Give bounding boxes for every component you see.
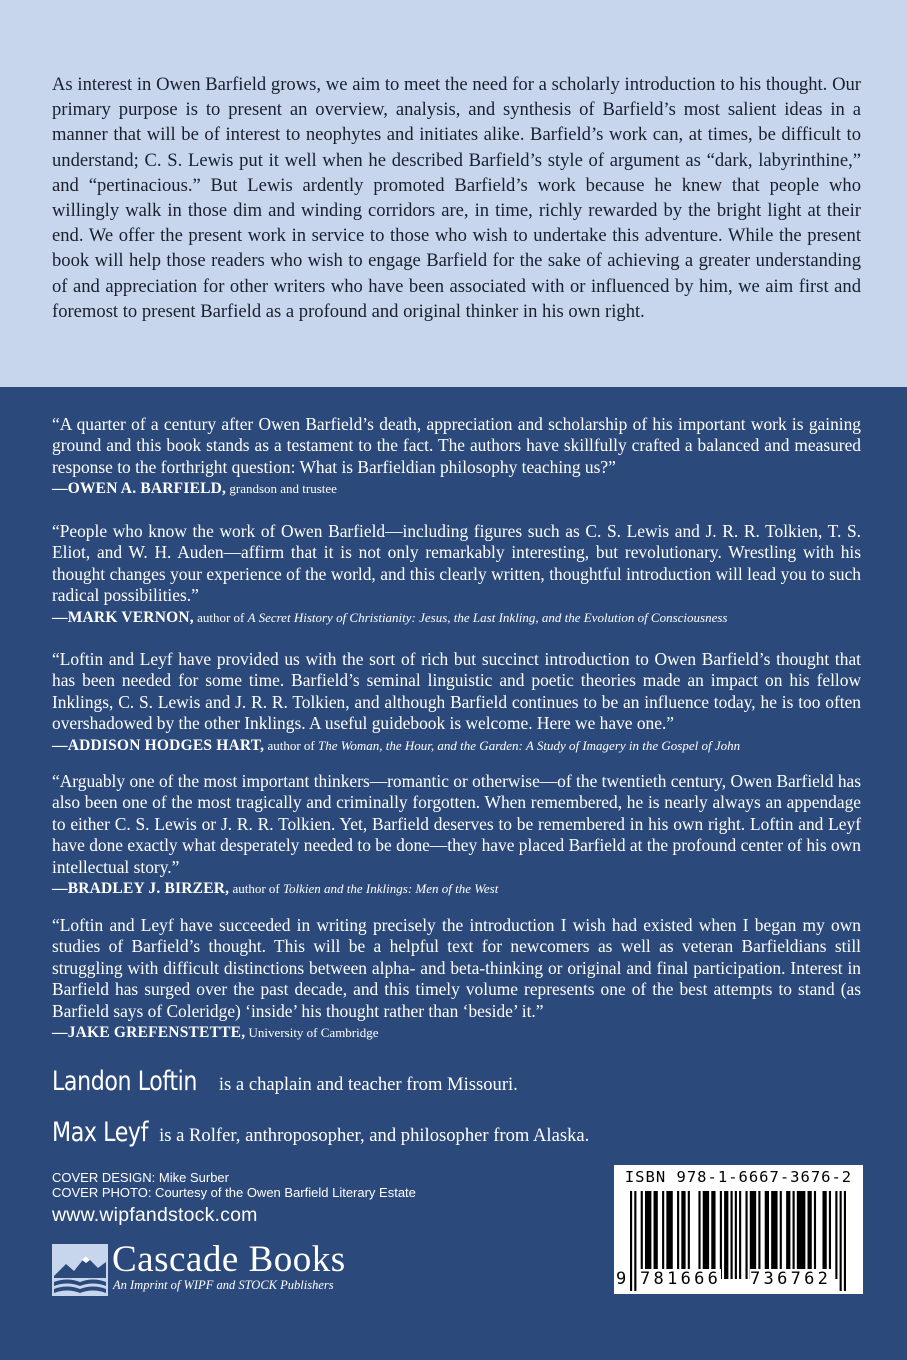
barcode-bar [814,1191,816,1279]
author-description: is a chaplain and teacher from Missouri. [218,1074,518,1095]
endorsement [52,771,861,899]
endorsement-attribution [52,608,861,628]
barcode-bar [829,1191,831,1279]
author-name: Max Leyf [52,1117,149,1148]
publisher-website[interactable]: www.wipfandstock.com [52,1204,258,1226]
author-bio [52,1117,589,1148]
cover-photo-credit: COVER PHOTO: Courtesy of the Owen Barfield Literary Estate [52,1184,416,1200]
barcode-bar [797,1191,806,1279]
endorser-name: —OWEN A. BARFIELD, [52,480,227,498]
publisher-name: Cascade Books [112,1239,346,1280]
barcode-bar [750,1191,756,1279]
barcode-bar [765,1191,769,1279]
endorser-work: The Woman, the Hour, and the Garden: A Study of Imagery in the Gospel of John [318,737,741,753]
barcode-bar [739,1191,741,1279]
barcode-bar [703,1191,709,1279]
isbn-barcode [614,1165,863,1294]
endorsement [52,649,861,756]
barcode-bar [780,1191,782,1279]
barcode-bar [720,1191,722,1279]
barcode-bar [681,1191,685,1279]
description-panel [0,0,907,387]
barcode-bar [822,1191,826,1279]
barcode-digits-right: 736762 [750,1269,832,1289]
barcode-bar [808,1191,812,1279]
cover-design-credit: COVER DESIGN: Mike Surber [52,1170,229,1185]
endorser-name: —BRADLEY J. BIRZER, [52,880,230,898]
isbn-label: ISBN 978-1-6667-3676-2 [624,1168,853,1186]
endorser-role: University of Cambridge [248,1025,379,1041]
barcode-bar [711,1191,715,1279]
barcode-bar [666,1191,672,1279]
endorser-name: —ADDISON HODGES HART, [52,736,265,754]
endorser-role: author of [267,737,315,753]
barcode-bar [641,1191,643,1279]
barcode-digits-left: 781666 [640,1269,722,1289]
endorsement [52,414,861,499]
endorsement-text: “Loftin and Leyf have provided us with the sort of rich but succinct introduction to Owen Barfield’s thought that has been needed for some time. Barfield’s seminal linguistic and poetic theories made an impact on his fellow Inklings, C. S. Lewis and J. R. R. Tolkien, and although Barfield continues to be an influence today, he is too often overshadowed by the other Inklings. A useful guidebook is welcome. Here we have one.” [52,649,861,734]
barcode-digits [614,1269,863,1293]
barcode-bar [688,1191,690,1279]
mountain-book-icon [52,1244,108,1296]
endorsement-text: “Loftin and Leyf have succeeded in writing precisely the introduction I wish had existed when I began my own studies of Barfield’s thought. This will be a helpful text for newcomers as well as veteran Barfieldians still struggling with difficult distinctions between alpha- and beta-thinking or original and final participation. Interest in Barfield has surged over the past decade, and this timely volume represents one of the best attempts to stand (as Barfield says of Coleridge) ‘inside’ his thought rather than ‘beside’ it.” [52,915,861,1021]
barcode-bar [698,1191,700,1279]
endorser-role: author of [232,881,280,897]
barcode-bar [735,1191,737,1279]
book-description: As interest in Owen Barfield grows, we aim to meet the need for a scholarly introduction to his thought. Our primary purpose is to present an overview, analysis, and synthesis of Barfield’s most salient ideas in a manner that will be of interest to neophytes and initiates alike. Barfield’s work can, at times, be difficult to understand; C. S. Lewis put it well when he described Barfield’s style of argument as “dark, labyrinthine,” and “pertinacious.” But Lewis ardently promoted Barfield’s work because he knew that people who willingly walk in those dim and winding corridors are, in time, richly rewarded by the bright light at their end. We offer the present work in service to those who wish to undertake this adventure. While the present book will help those readers who wish to engage Barfield for the sake of achieving a greater understanding of and appreciation for other writers who have been associated with or influenced by him, we aim first and foremost to present Barfield as a profound and original thinker in his own right. [52,74,861,322]
endorser-role: author of [197,609,245,625]
endorser-work: A Secret History of Christianity: Jesus, the Last Inkling, and the Evolution of Consciousness [247,609,728,625]
barcode-bar [835,1191,837,1279]
barcode-bar [677,1191,679,1279]
endorser-name: —JAKE GREFENSTETTE, [52,1024,246,1042]
barcode-bar [793,1191,795,1279]
endorsement-attribution [52,479,861,499]
endorsement [52,521,861,628]
publisher-logo [52,1240,382,1300]
author-bio [52,1066,518,1097]
endorsement-attribution [52,1023,861,1043]
author-description: is a Rolfer, anthroposopher, and philosopher from Alaska. [159,1125,590,1146]
endorsement-text: “A quarter of a century after Owen Barfield’s death, appreciation and scholarship of his important work is gaining ground and this book stands as a testament to the fact. The authors have skillfully crafted a balanced and measured response to the forthright question: What is Barfieldian philosophy teaching us?” [52,414,861,477]
endorsement-text: “Arguably one of the most important thinkers—romantic or otherwise—of the twentieth century, Owen Barfield has also been one of the most tragically and criminally forgotten. When remembered, he is nearly always an appendage to either C. S. Lewis or J. R. R. Tolkien. Yet, Barfield deserves to be remembered in his own right. Loftin and Leyf have done exactly what desperately needed to be done—they have placed Barfield at the profound center of his own intellectual story.” [52,771,861,877]
barcode-bar [731,1191,733,1279]
author-name: Landon Loftin [52,1066,198,1097]
endorsement [52,915,861,1043]
endorsement-attribution [52,736,861,756]
endorsement-attribution [52,879,861,899]
endorser-name: —MARK VERNON, [52,608,194,626]
barcode-bar [654,1191,658,1279]
barcode-bar [645,1191,651,1279]
cover-credits [52,1171,416,1200]
endorsement-text: “People who know the work of Owen Barfield—including figures such as C. S. Lewis and J. R. R. Tolkien, T. S. Eliot, and W. H. Auden—affirm that it is not only remarkably interesting, but revolutionary. Wrestling with his thought changes your experience of the world, and this clearly written, thoughtful introduction will lead you to such radical possibilities.” [52,521,861,606]
endorser-role: grandson and trustee [229,481,337,497]
publisher-tagline: An Imprint of WIPF and STOCK Publishers [113,1278,334,1292]
barcode-bar [745,1191,747,1279]
endorser-work: Tolkien and the Inklings: Men of the West [283,881,499,897]
barcode-bar [758,1191,760,1279]
barcode-bar [724,1191,728,1279]
barcode-digit-first: 9 [616,1269,627,1289]
barcode-bar [786,1191,790,1279]
barcode-bar [771,1191,777,1279]
barcode-bar [662,1191,664,1279]
